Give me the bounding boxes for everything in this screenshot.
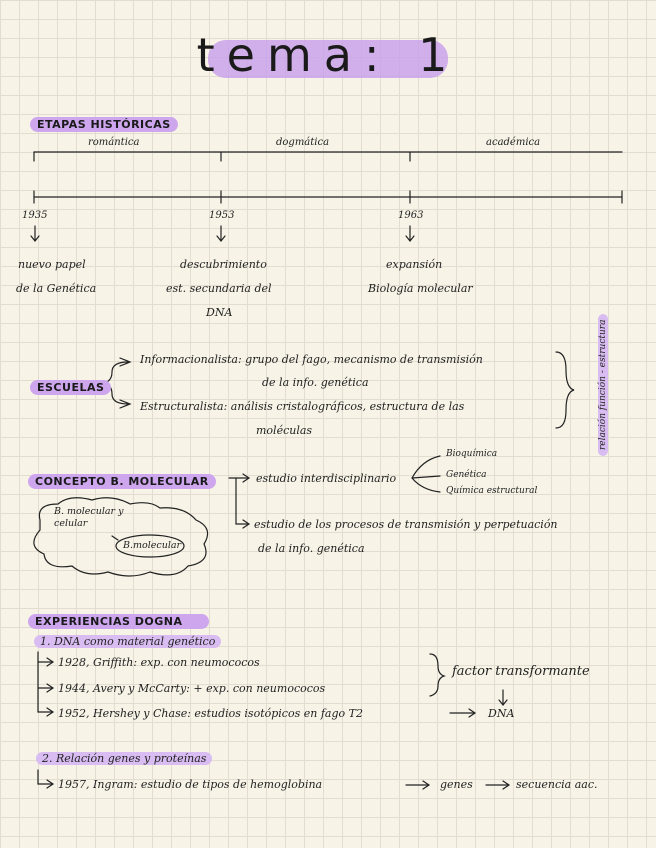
period-romantic: romántica [88,137,140,148]
dna-label: DNA [488,707,515,720]
concept-processes-line1: estudio de los procesos de transmisión y perpetuación [254,518,558,531]
schools-heading: ESCUELAS [30,376,111,395]
page-title: tema: 1 [196,28,460,82]
experiment-hershey: 1952, Hershey y Chase: estudios isotópicos en fago T2 [58,707,363,720]
school-info-line2: de la info. genética [262,376,369,389]
historical-heading: ETAPAS HISTÓRICAS [30,113,178,132]
event-1953-line1: descubrimiento [180,258,267,271]
cloud-outer-label: B. molecular y celular [54,506,124,529]
side-note-relation: relación función - estructura [598,314,608,456]
concept-interdisciplinary: estudio interdisciplinario [256,472,397,485]
year-1935: 1935 [22,210,48,221]
genes-label: genes [440,778,473,791]
experiment-griffith: 1928, Griffith: exp. con neumococos [58,656,260,669]
event-1935-line1: nuevo papel [18,258,86,271]
period-academic: académica [486,137,541,148]
experiment-ingram: 1957, Ingram: estudio de tipos de hemoglobina [58,778,323,791]
experiences-heading: EXPERIENCIAS DOGNA [28,610,209,629]
year-1963: 1963 [398,210,424,221]
concept-heading: CONCEPTO B. MOLECULAR [28,470,216,489]
school-info-line1: Informacionalista: grupo del fago, mecanismo de transmisión [140,353,483,366]
experiences-sub2: 2. Relación genes y proteínas [36,752,212,765]
event-1953-line3: DNA [206,306,233,319]
experiment-avery: 1944, Avery y McCarty: + exp. con neumococos [58,682,326,695]
factor-transformante: factor transformante [452,664,590,679]
event-1963-line1: expansión [386,258,443,271]
experiences-sub1: 1. DNA como material genético [34,635,221,648]
event-1953-line2: est. secundaria del [166,282,272,295]
event-1935-line2: de la Genética [16,282,97,295]
sequence-label: secuencia aac. [516,778,598,791]
concept-processes-line2: de la info. genética [258,542,365,555]
event-1963-line2: Biología molecular [368,282,473,295]
cloud-inner-label: B.molecular [123,540,182,551]
school-struct-line2: moléculas [256,424,313,437]
field-structural-chemistry: Química estructural [446,486,538,496]
year-1953: 1953 [209,210,235,221]
field-genetics: Genética [446,470,487,480]
field-biochemistry: Bioquímica [446,449,498,459]
period-dogmatic: dogmática [276,137,330,148]
school-struct-line1: Estructuralista: análisis cristalográficos, estructura de las [140,400,465,413]
